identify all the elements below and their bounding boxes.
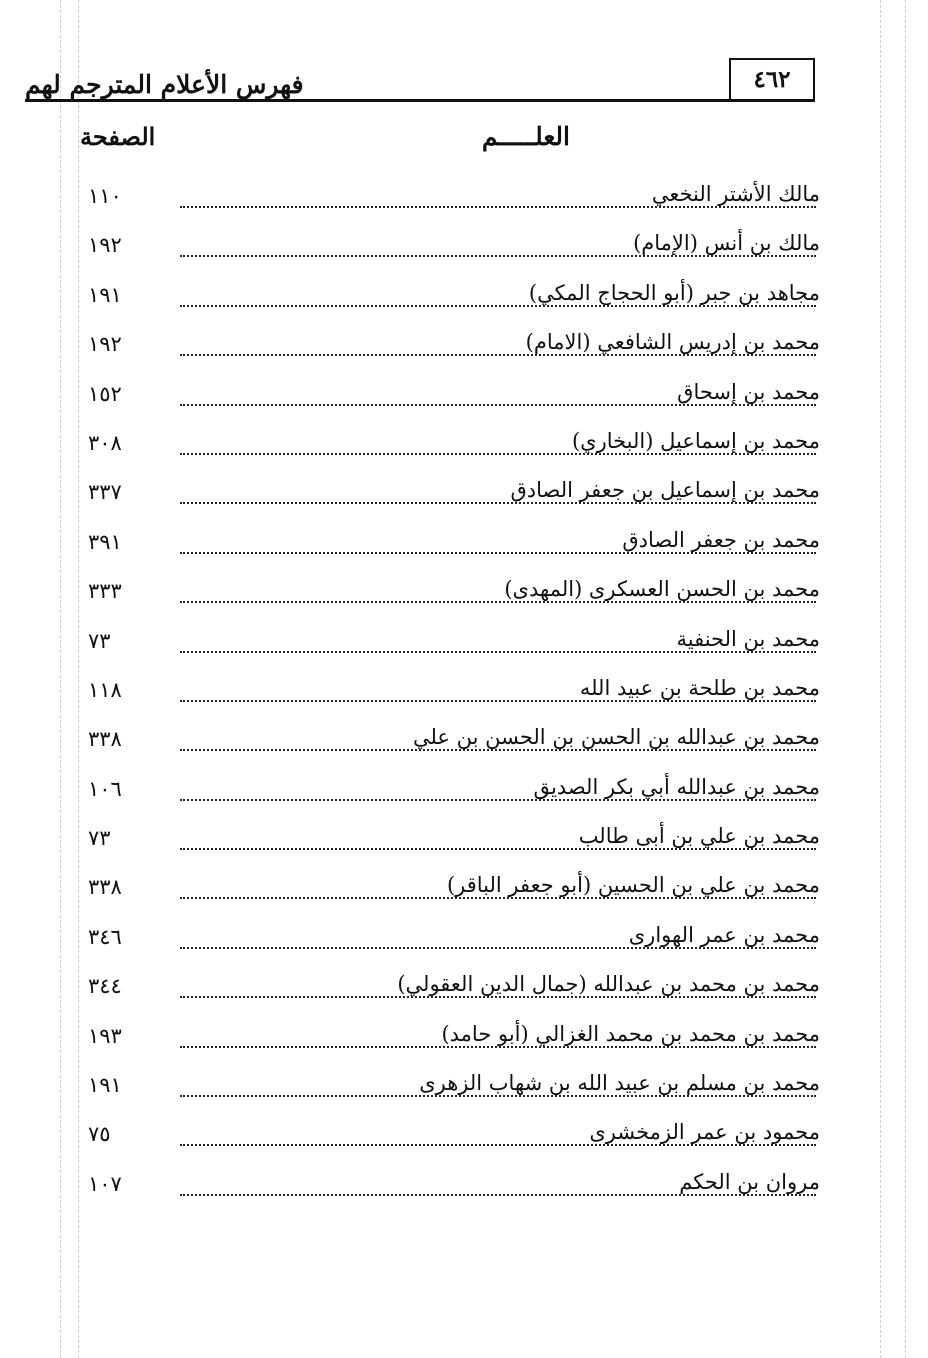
entry-page-number: ١٠٧ — [88, 1171, 122, 1196]
entry-name: مجاهد بن جبر (أبو الحجاج المكي) — [525, 281, 820, 305]
dot-leader — [180, 897, 816, 899]
entry-name: محمد بن طلحة بن عبيد الله — [576, 676, 820, 700]
entry-name: محمد بن محمد بن عبدالله (جمال الدين العقولي) — [393, 972, 820, 996]
dot-leader — [180, 552, 816, 554]
name-column-header-label: العلـــــم — [481, 122, 570, 151]
entry-name: محمد بن إسحاق — [673, 380, 820, 404]
dot-leader — [180, 749, 816, 751]
index-entry — [0, 621, 928, 670]
entry-name: مالك بن أنس (الإمام) — [629, 231, 820, 255]
dot-leader — [180, 947, 816, 949]
header-rule — [25, 99, 815, 102]
index-entry — [0, 423, 928, 472]
index-entry — [0, 867, 928, 916]
entry-page-number: ٣٣٨ — [88, 875, 122, 900]
index-entry — [0, 324, 928, 373]
entry-page-number: ١٩١ — [88, 1073, 122, 1098]
entry-page-number: ٣٠٨ — [88, 430, 122, 455]
entry-name: محمد بن محمد بن محمد الغزالي (أبو حامد) — [437, 1022, 820, 1046]
index-entry — [0, 176, 928, 225]
entry-page-number: ٧٣ — [88, 826, 111, 851]
entry-page-number: ١١٨ — [88, 677, 122, 702]
entry-page-number: ٣٣٣ — [88, 579, 122, 604]
entry-name: مروان بن الحكم — [675, 1170, 820, 1194]
entry-page-number: ٧٣ — [88, 628, 111, 653]
running-header-title: فهرس الأعلام المترجم لهم — [25, 70, 304, 99]
entry-name: محمد بن جعفر الصادق — [618, 528, 820, 552]
index-entry — [0, 1114, 928, 1163]
entry-page-number: ١١٠ — [88, 184, 122, 208]
index-entry — [0, 472, 928, 521]
index-entry — [0, 917, 928, 966]
entry-name: محمد بن إسماعيل (البخاري) — [568, 429, 820, 453]
dot-leader — [180, 255, 816, 257]
entry-name: محمد بن علي بن أبى طالب — [575, 824, 820, 848]
entry-page-number: ١٩٢ — [88, 332, 122, 357]
dot-leader — [180, 700, 816, 702]
entry-page-number: ٣٣٧ — [88, 480, 122, 505]
index-entry — [0, 670, 928, 719]
entry-page-number: ١٩١ — [88, 282, 122, 307]
entry-name: محمد بن عبدالله أبي بكر الصديق — [529, 775, 820, 799]
dot-leader — [180, 502, 816, 504]
page-number-box: ٤٦٢ — [729, 58, 815, 100]
entry-name: محمود بن عمر الزمخشرى — [585, 1120, 820, 1144]
name-column-header — [445, 122, 570, 151]
dot-leader — [180, 1194, 816, 1196]
dot-leader — [180, 848, 816, 850]
index-entries-list — [0, 176, 928, 1213]
dot-leader — [180, 601, 816, 603]
entry-page-number: ١٥٢ — [88, 381, 122, 406]
dot-leader — [180, 1095, 816, 1097]
entry-name: محمد بن الحنفية — [673, 627, 821, 651]
dot-leader — [180, 1144, 816, 1146]
index-entry — [0, 374, 928, 423]
entry-name: محمد بن إدريس الشافعي (الامام) — [522, 330, 820, 354]
entry-page-number: ١٩٢ — [88, 233, 122, 258]
entry-name: محمد بن عبدالله بن الحسن بن الحسن بن علي — [409, 725, 820, 749]
index-entry — [0, 571, 928, 620]
index-entry — [0, 769, 928, 818]
index-entry — [0, 225, 928, 274]
entry-name: محمد بن مسلم بن عبيد الله بن شهاب الزهرى — [415, 1071, 820, 1095]
entry-page-number: ٧٥ — [88, 1122, 111, 1147]
page-column-header: الصفحة — [80, 122, 156, 151]
entry-name: محمد بن علي بن الحسين (أبو جعفر الباقر) — [443, 873, 820, 897]
entry-page-number: ١٠٦ — [88, 776, 122, 801]
index-entry — [0, 818, 928, 867]
index-entry — [0, 1016, 928, 1065]
index-entry — [0, 1065, 928, 1114]
dot-leader — [180, 305, 816, 307]
index-entry — [0, 1164, 928, 1213]
index-entry — [0, 966, 928, 1015]
entry-name: محمد بن عمر الهوارى — [625, 923, 820, 947]
entry-page-number: ٣٤٦ — [88, 924, 122, 949]
entry-name: محمد بن إسماعيل بن جعفر الصادق — [506, 478, 820, 502]
index-entry — [0, 275, 928, 324]
entry-page-number: ٣٩١ — [88, 529, 122, 554]
dot-leader — [180, 996, 816, 998]
entry-name: محمد بن الحسن العسكرى (المهدى) — [500, 577, 820, 601]
dot-leader — [180, 354, 816, 356]
dot-leader — [180, 206, 816, 208]
dot-leader — [180, 453, 816, 455]
entry-name: مالك الأشتر النخعي — [648, 182, 820, 206]
index-entry — [0, 522, 928, 571]
entry-page-number: ١٩٣ — [88, 1023, 122, 1048]
entry-page-number: ٣٤٤ — [88, 974, 122, 999]
entry-page-number: ٣٣٨ — [88, 727, 122, 752]
index-entry — [0, 719, 928, 768]
